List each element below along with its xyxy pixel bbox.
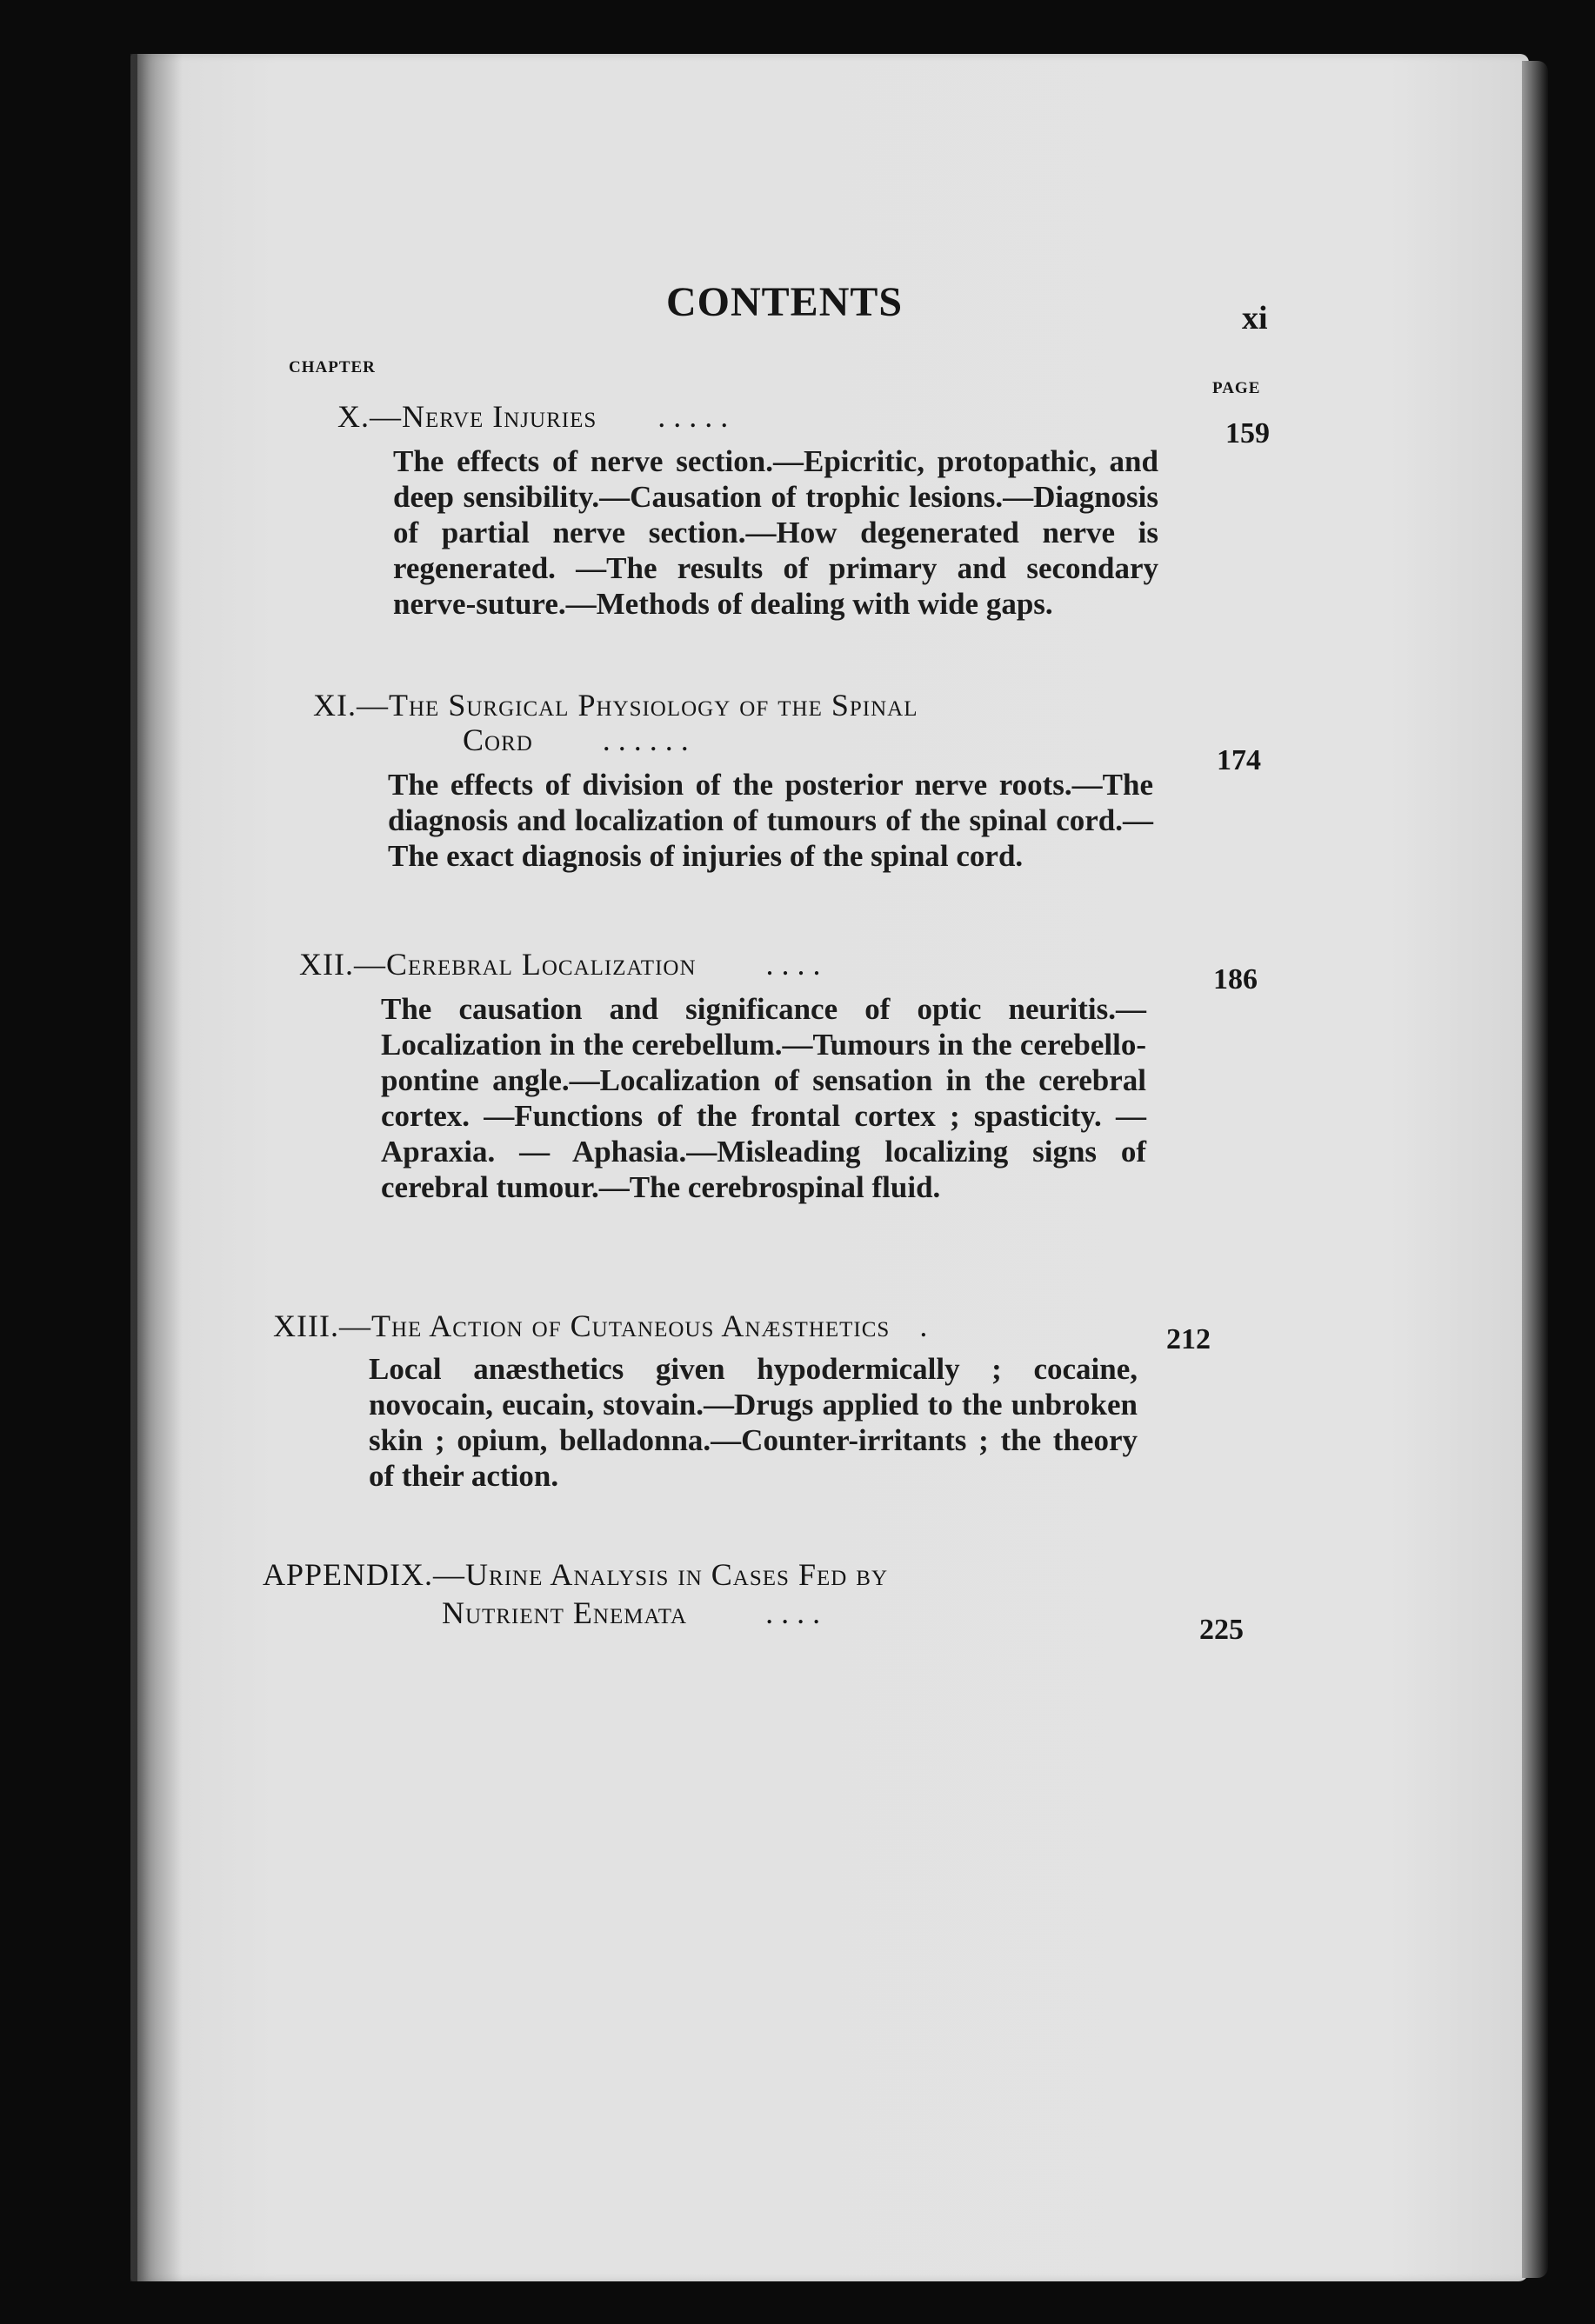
chapter-xii-page: 186 (1213, 963, 1258, 996)
appendix-title-continued: Nutrient Enemata (442, 1595, 688, 1630)
chapter-xi-description: The effects of division of the posterior nerve roots.—The diagnosis and localization of tumours of the spinal cord.—The exact diagnosis of injuries of the spinal cord. (388, 768, 1153, 873)
appendix-title: —Urine Analysis in Cases Fed by (433, 1557, 889, 1592)
chapter-xii-title-line (299, 946, 821, 982)
chapter-x-page: 159 (1225, 417, 1270, 449)
chapter-x-title-line (337, 398, 728, 435)
dot-leaders: . . . . . (657, 399, 729, 434)
appendix-label: APPENDIX. (263, 1557, 434, 1592)
chapter-xi-title-line-2 (463, 722, 689, 758)
dot-leaders: . . . . . . (602, 723, 689, 757)
chapter-xiii-description: Local anæsthetics given hypodermically ; cocaine, novocain, eucain, stovain.—Drugs applied to the unbroken skin ; opium, belladonna.—Counter-irritants ; the theory of their action. (369, 1352, 1138, 1493)
chapter-number: XIII. (273, 1308, 339, 1343)
page-title: CONTENTS (666, 279, 904, 325)
chapter-title: —Cerebral Localization (353, 947, 697, 982)
appendix-page: 225 (1199, 1614, 1244, 1646)
chapter-xi-title-line (313, 687, 918, 723)
chapter-xiii-title-line (273, 1308, 927, 1344)
appendix-title-line (263, 1556, 888, 1593)
chapter-number: XII. (299, 947, 354, 982)
chapter-title: —The Surgical Physiology of the Spinal (357, 688, 918, 723)
chapter-column-label: CHAPTER (289, 358, 376, 376)
chapter-xi-page: 174 (1217, 744, 1261, 776)
chapter-x-description: The effects of nerve section.—Epicritic, protopathic, and deep sensibility.—Causation of trophic lesions.—Diagnosis of partial nerve section.—How degenerated nerve is regenerated. —The results of primary and secondary nerve-suture.—Methods of dealing with wide gaps. (393, 444, 1158, 621)
dot-leaders: . (919, 1308, 928, 1343)
chapter-title-continued: Cord (463, 723, 533, 757)
chapter-number: X. (337, 399, 370, 434)
page-numeral: xi (1242, 300, 1268, 336)
chapter-number: XI. (313, 688, 357, 723)
chapter-xii-description: The causation and significance of optic neuritis.—Localization in the cerebellum.—Tumours in the cerebello-pontine angle.—Localization of sensation in the cerebral cortex. —Functions of the frontal cortex ; spasticity. —Apraxia. — Aphasia.—Misleading localizing signs of cerebral tumour.—The cerebrospinal fluid. (381, 992, 1146, 1204)
chapter-title: —The Action of Cutaneous Anæsthetics (338, 1308, 891, 1343)
dot-leaders: . . . . (765, 947, 821, 982)
chapter-title: —Nerve Injuries (370, 399, 597, 434)
page-edge (1522, 61, 1548, 2278)
appendix-title-line-2 (442, 1595, 820, 1631)
page-column-label: PAGE (1212, 379, 1261, 397)
dot-leaders: . . . . (765, 1595, 821, 1630)
chapter-xiii-page: 212 (1166, 1323, 1211, 1355)
